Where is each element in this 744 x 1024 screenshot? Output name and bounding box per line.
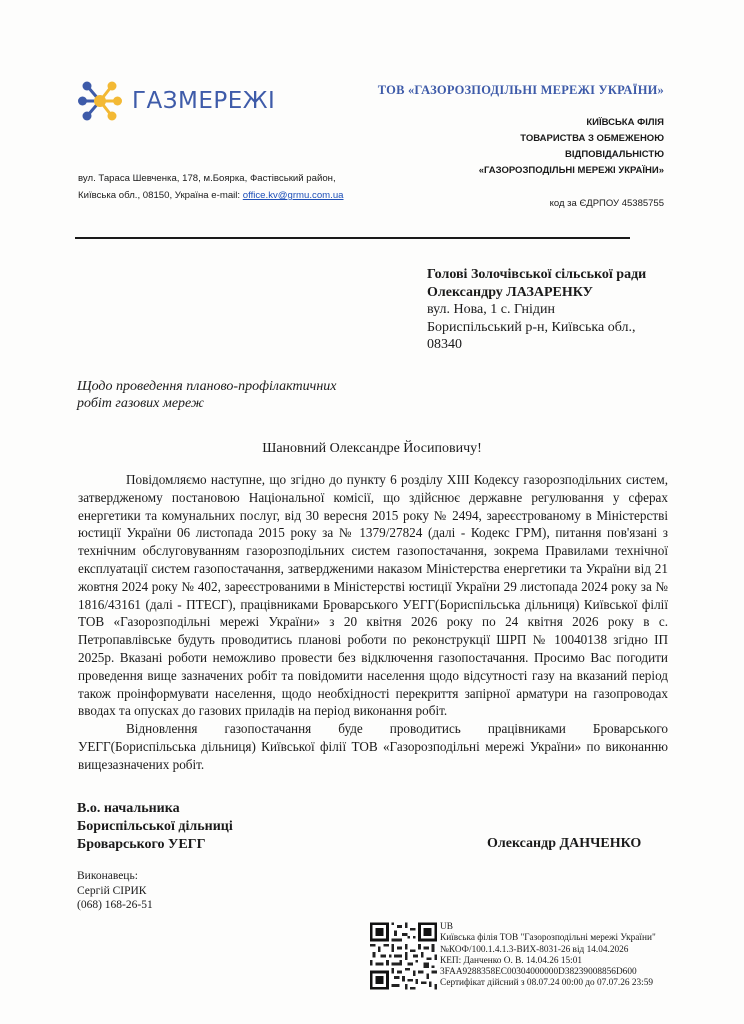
executor-block: [77, 869, 153, 913]
body-paragraph: Відновлення газопостачання буде проводитись працівниками Броварського УЕГГ(Бориспільська дільниця) Київської філії ТОВ «Газорозподільні мережі України» по виконанню вищезазначених робіт.: [78, 721, 668, 772]
branch-name-block: [479, 115, 664, 179]
body-paragraph: Повідомляємо наступне, що згідно до пункту 6 розділу XIII Кодексу газорозподільних систем, затвердженому постановою Національної комісії, що здійснює державне регулювання у сферах енергетики та комунальних послуг, від 30 вересня 2015 року № 2494, зареєстрованому в Міністерстві юстиції України 06 листопада 2015 року за № 1379/27824 (далі - Кодекс ГРМ), питання пов'язані з технічним обслуговуванням газорозподільних систем газопостачання, зокрема Правилами технічної експлуатації систем газопостачання, затвердженими наказом Міністерства енергетики та України від 21 жовтня 2024 року № 402, зареєстрованими в Міністерстві юстиції України 29 листопада 2024 року за № 1816/43161 (далі - ПТЕСГ), працівниками Броварського УЕГГ(Бориспільська дільниця) Київської філії ТОВ «Газорозподільні мережі України» з 20 квітня 2026 року по 24 квітня 2026 року в с. Петропавлівське будуть проводитись планові роботи по реконструкції ШРП № 10040138 згідно ІП 2025р. Вказані роботи неможливо провести без відключення газопостачання. Просимо Вас погодити проведення вище зазначених робіт та повідомити населення щодо відсутності газу на вказаний період також проінформувати населення, щодо необхідності перекриття запірної арматури на газопроводах вводах та опусках до газових приладів на період виконання робіт.: [78, 472, 668, 719]
recipient-address: Бориспільський р-н, Київська обл.,: [427, 319, 636, 335]
executor-name: Сергій СІРИК: [77, 884, 147, 897]
subject-line: Щодо проведення планово-профілактичних: [77, 379, 337, 394]
executor-label: Виконавець:: [77, 870, 138, 882]
branch-line: ТОВАРИСТВА З ОБМЕЖЕНОЮ: [520, 133, 664, 144]
recipient-block: [427, 266, 646, 354]
recipient-postcode: 08340: [427, 337, 462, 352]
edrpou-code: код за ЄДРПОУ 45385755: [549, 198, 664, 209]
gazmerezhi-network-logo-icon: [78, 80, 122, 122]
qr-code-icon: [370, 922, 437, 990]
header-divider: [75, 237, 630, 239]
stamp-line: Київська філія ТОВ "Газорозподільні мережі України": [440, 933, 656, 944]
stamp-line: №КОФ/100.1.4.1.3-ВИХ-8031-26 від 14.04.2026: [440, 944, 629, 955]
sender-address: [78, 170, 344, 204]
branch-line: КИЇВСЬКА ФІЛІЯ: [586, 117, 664, 128]
company-title: ТОВ «ГАЗОРОЗПОДІЛЬНІ МЕРЕЖІ УКРАЇНИ»: [377, 83, 664, 97]
position-line: Бориспільської дільниці: [77, 819, 233, 834]
signer-name: Олександр ДАНЧЕНКО: [487, 836, 642, 851]
letter-subject: [77, 378, 337, 412]
address-line-prefix: Київська обл., 08150, Україна e-mail:: [78, 190, 243, 201]
position-line: Броварського УЕГГ: [77, 837, 206, 852]
stamp-line: Сертифікат дійсний з 08.07.24 00:00 до 07.07.26 23:59: [440, 978, 654, 989]
address-line: [78, 187, 344, 204]
branch-line: «ГАЗОРОЗПОДІЛЬНІ МЕРЕЖІ УКРАЇНИ»: [478, 165, 664, 176]
logo-wordmark: ГАЗМЕРЕЖІ: [132, 88, 276, 114]
stamp-line: UB: [440, 922, 453, 932]
signer-position: [77, 800, 233, 854]
e-signature-stamp: [440, 922, 656, 990]
recipient-name: Олександру ЛАЗАРЕНКУ: [427, 284, 593, 300]
greeting: Шановний Олександре Йосиповичу!: [262, 441, 482, 456]
address-line: вул. Тараса Шевченка, 178, м.Боярка, Фастівський район,: [78, 173, 336, 184]
letter-body: [78, 471, 668, 774]
stamp-line: КЕП: Данченко О. В. 14.04.26 15:01: [440, 955, 582, 966]
position-line: В.о. начальника: [77, 801, 180, 816]
recipient-address: вул. Нова, 1 с. Гнідин: [427, 302, 556, 317]
subject-line: робіт газових мереж: [77, 396, 204, 411]
recipient-title: Голові Золочівської сільської ради: [427, 267, 647, 282]
stamp-line: 3FAA9288358EC00304000000D38239008856D600: [440, 967, 637, 978]
company-logo: [78, 80, 275, 122]
branch-line: ВІДПОВІДАЛЬНІСТЮ: [565, 149, 664, 160]
email-link[interactable]: office.kv@grmu.com.ua: [242, 190, 344, 201]
executor-phone: (068) 168-26-51: [77, 899, 153, 911]
